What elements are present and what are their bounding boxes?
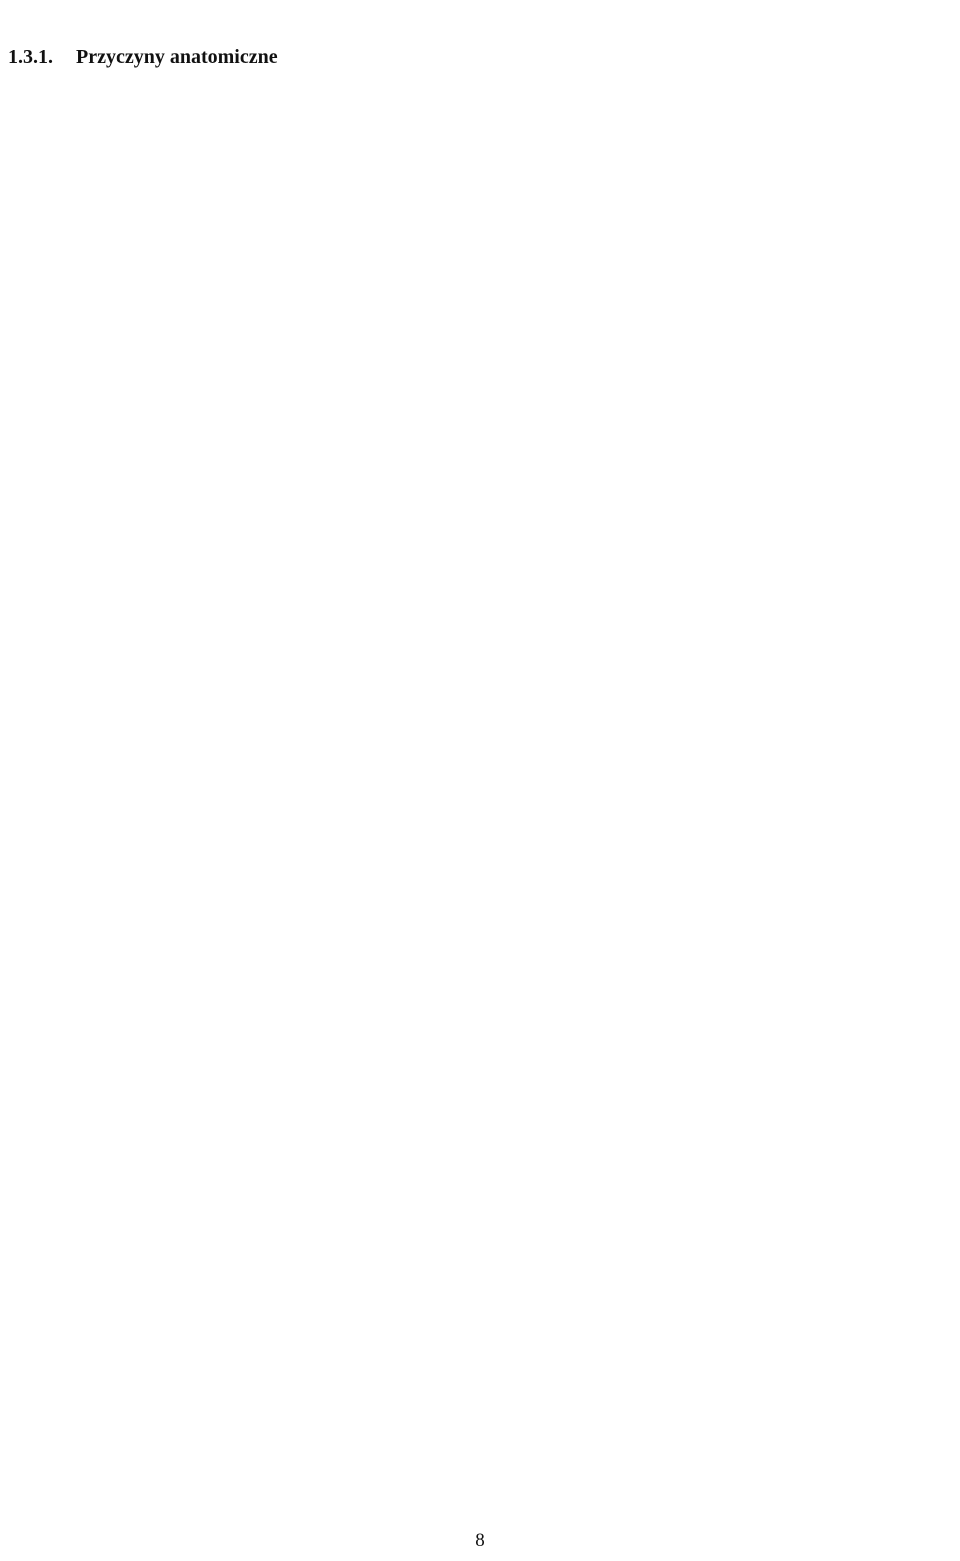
- section-heading: [8, 36, 952, 79]
- document-page: [0, 36, 960, 1561]
- section-number: 1.3.1.: [8, 46, 53, 68]
- section-title: Przyczyny anatomiczne: [76, 46, 278, 68]
- page-number: 8: [475, 1530, 485, 1551]
